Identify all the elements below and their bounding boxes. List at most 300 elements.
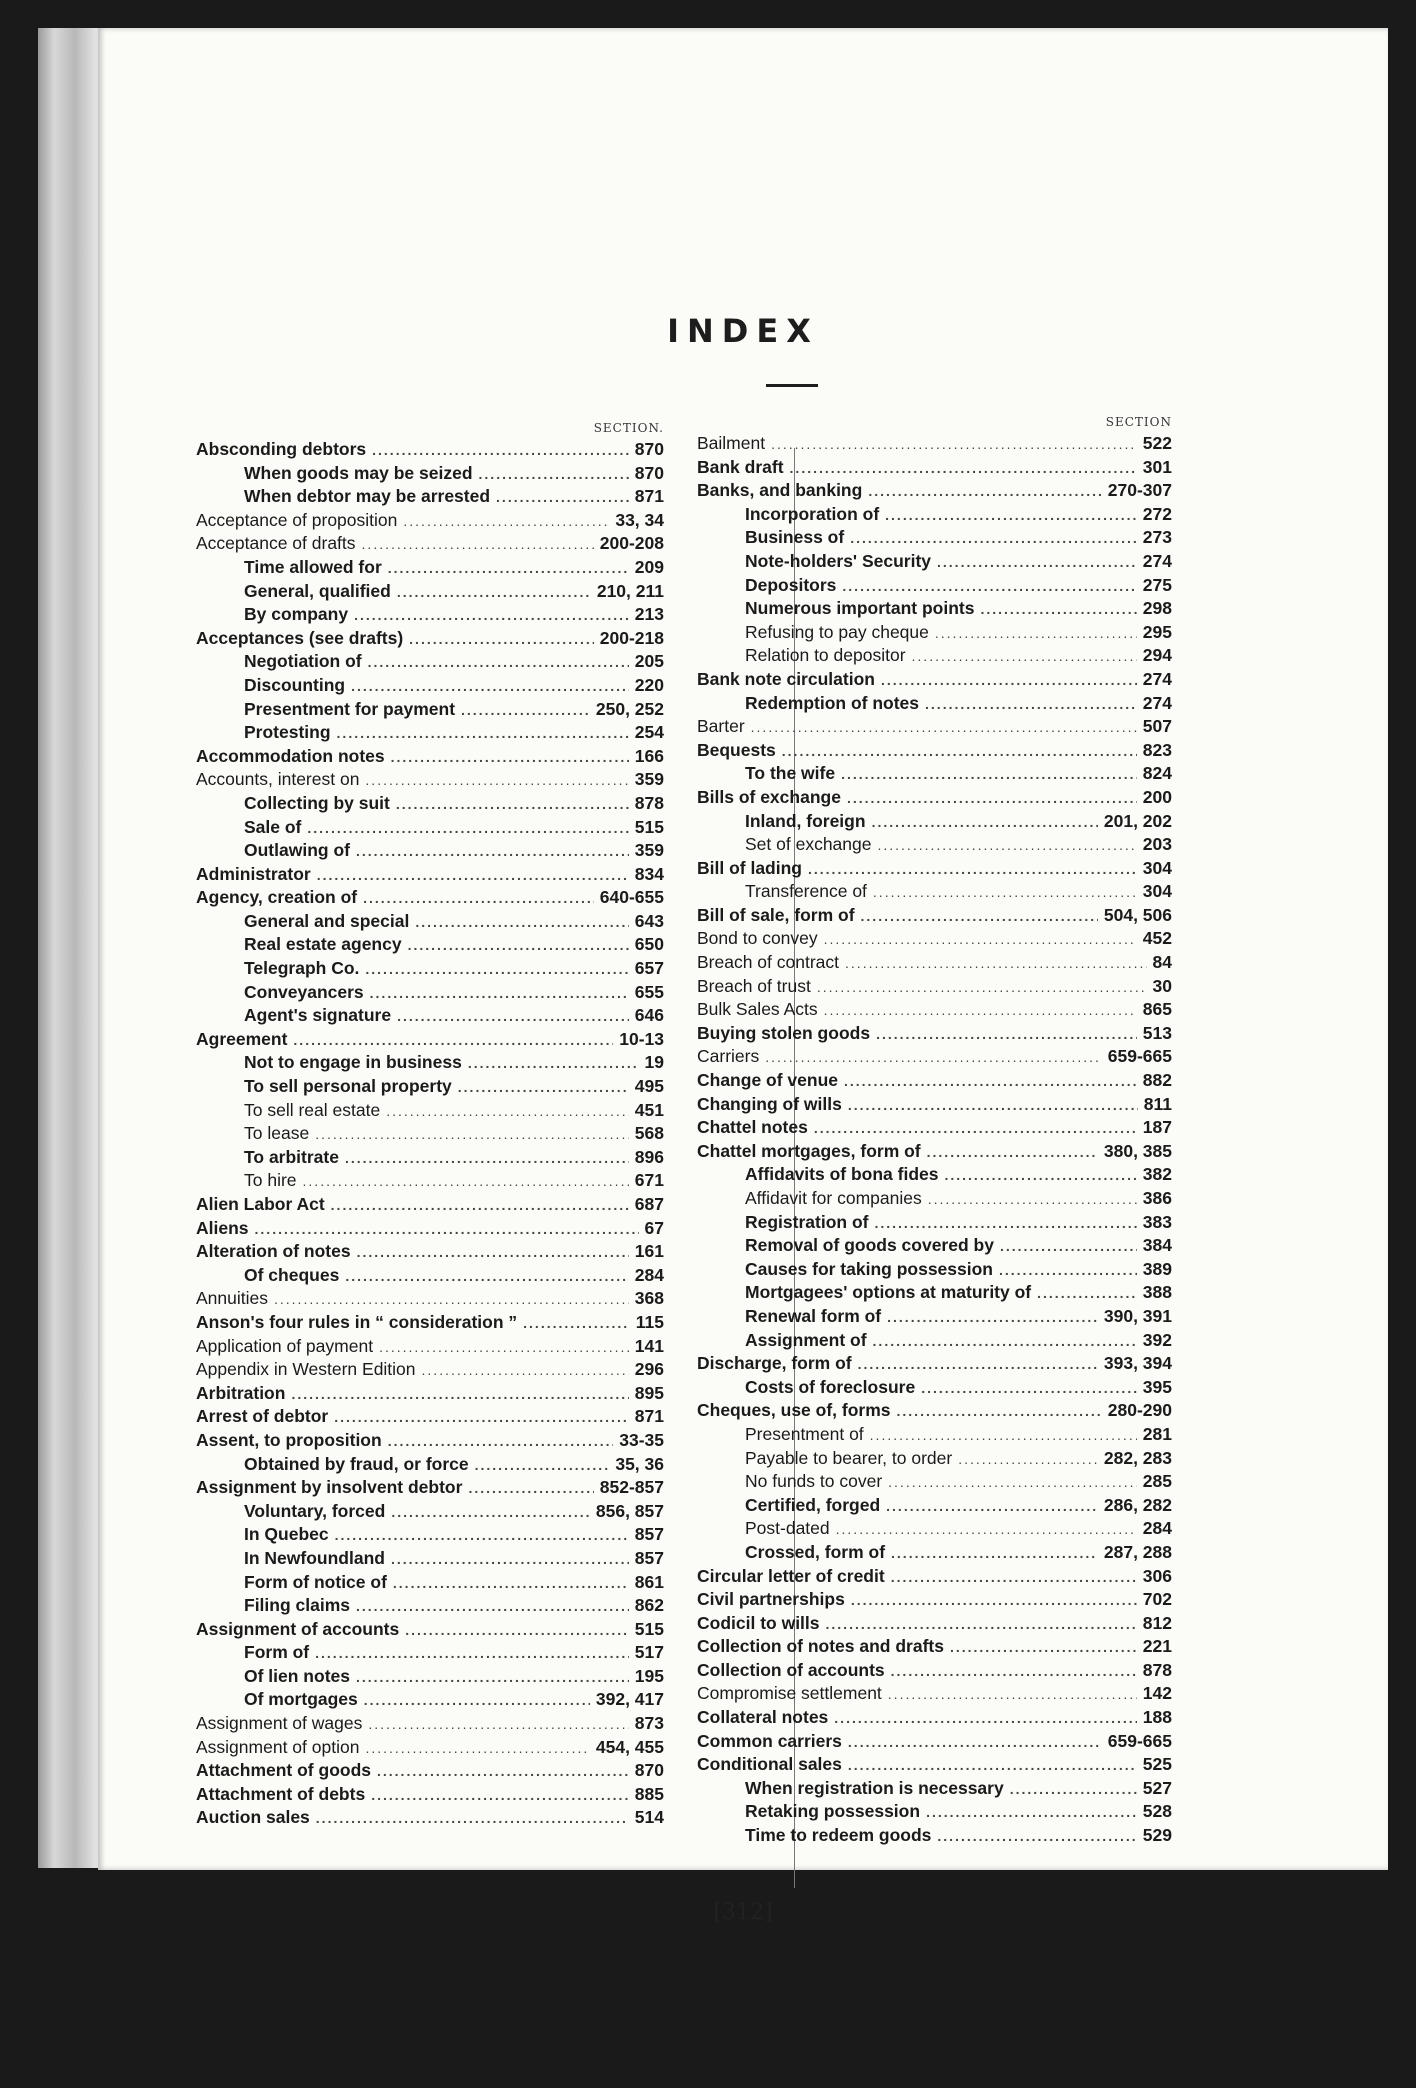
index-entry-section-ref: 878 [1142,1659,1172,1680]
index-entry-label: Payable to bearer, to order [745,1447,953,1468]
index-entry [697,810,1172,834]
index-entry [196,1335,664,1359]
index-entry-section-ref: 659-665 [1107,1046,1172,1067]
index-entry-section-ref: 368 [634,1288,664,1309]
index-entry [697,597,1172,621]
index-entry-label: Annuities [196,1288,268,1309]
index-entry [697,644,1172,668]
dot-leader [877,834,1136,858]
dot-leader [844,1070,1137,1094]
dot-leader [388,557,629,581]
dot-leader [888,1683,1137,1707]
index-entry-section-ref: 274 [1142,550,1172,571]
index-entry-section-ref: 528 [1142,1801,1172,1822]
index-entry-section-ref: 284 [634,1264,664,1285]
dot-leader [496,486,629,510]
index-entry-section-ref: 200-208 [599,533,664,554]
dot-leader [356,840,629,864]
dot-leader [765,1046,1102,1070]
dot-leader [255,1218,639,1242]
index-entry-label: General, qualified [244,580,391,601]
index-entry-section-ref: 295 [1142,621,1172,642]
index-entry-label: Of mortgages [244,1689,358,1710]
dot-leader [937,551,1137,575]
index-entry [697,1824,1172,1848]
dot-leader [824,928,1137,952]
dot-leader [926,1801,1137,1825]
dot-leader [876,1023,1137,1047]
index-entry-label: Agent's signature [244,1005,392,1026]
index-entry [697,1329,1172,1353]
index-entry-label: Causes for taking possession [745,1258,993,1279]
index-entry [697,786,1172,810]
index-entry [196,1382,664,1406]
index-entry-section-ref: 19 [644,1052,664,1073]
dot-leader [771,433,1137,457]
index-entry-label: Refusing to pay cheque [745,621,929,642]
index-entry [697,432,1172,456]
index-entry-label: Acceptance of proposition [196,509,398,530]
index-entry-section-ref: 200 [1142,786,1172,807]
dot-leader [808,858,1137,882]
index-entry-label: Outlawing of [244,840,350,861]
dot-leader [356,1666,629,1690]
index-entry-label: By company [244,604,349,625]
index-entry [196,1264,664,1288]
index-entry-label: Chattel mortgages, form of [697,1140,921,1161]
index-entry-section-ref: 650 [634,934,664,955]
dot-leader [897,1400,1102,1424]
index-entry [697,456,1172,480]
dot-leader [317,864,629,888]
dot-leader [886,1495,1098,1519]
index-entry [697,1682,1172,1706]
index-entry-section-ref: 824 [1142,763,1172,784]
index-entry [196,1311,664,1335]
index-entry-label: Accommodation notes [196,745,385,766]
index-entry [697,1140,1172,1164]
index-entry-label: Common carriers [697,1730,842,1751]
index-entry [196,485,664,509]
index-entry [697,1447,1172,1471]
index-entry-label: Collateral notes [697,1707,829,1728]
index-entry-label: No funds to cover [745,1471,883,1492]
index-entry [196,1405,664,1429]
index-entry [196,1665,664,1689]
index-entry [196,1547,664,1571]
index-entry-section-ref: 383 [1142,1211,1172,1232]
index-entry [697,1281,1172,1305]
title-rule [766,384,818,387]
index-entry [196,1759,664,1783]
index-entry [196,768,664,792]
index-entry [196,603,664,627]
index-entry-section-ref: 878 [634,792,664,813]
dot-leader [368,651,629,675]
dot-leader [356,1595,629,1619]
index-entry [697,1517,1172,1541]
index-entry-label: Bill of lading [697,857,802,878]
index-entry-label: Real estate agency [244,934,402,955]
index-entry-label: Bank note circulation [697,668,875,689]
index-entry-section-ref: 392, 417 [595,1689,664,1710]
dot-leader [935,622,1137,646]
index-entry [697,715,1172,739]
index-entry-label: Attachment of debts [196,1783,366,1804]
index-entry [697,975,1172,999]
index-entry-section-ref: 304 [1142,881,1172,902]
dot-leader [479,463,629,487]
index-entry-section-ref: 885 [634,1783,664,1804]
dot-leader [858,1353,1098,1377]
index-entry-label: Appendix in Western Edition [196,1359,416,1380]
index-entry-section-ref: 195 [634,1665,664,1686]
dot-leader [872,811,1098,835]
dot-leader [868,480,1101,504]
index-entry [697,1470,1172,1494]
index-entry-section-ref: 671 [634,1170,664,1191]
dot-leader [293,1029,613,1053]
index-entry-section-ref: 301 [1142,456,1172,477]
index-entry-label: Arbitration [196,1382,286,1403]
dot-leader [888,1471,1137,1495]
dot-leader [891,1566,1137,1590]
index-entry-section-ref: 304 [1142,857,1172,878]
dot-leader [391,1501,590,1525]
index-entry-section-ref: 517 [634,1642,664,1663]
dot-leader [316,1807,629,1831]
dot-leader [388,1430,614,1454]
index-entry-label: Of cheques [244,1264,340,1285]
dot-leader [836,1518,1137,1542]
dot-leader [873,881,1137,905]
index-entry [196,957,664,981]
dot-leader [475,1454,610,1478]
index-entry [196,1217,664,1241]
index-entry-section-ref: 220 [634,674,664,695]
index-entry-label: Numerous important points [745,598,975,619]
dot-leader [370,982,629,1006]
index-entry-label: Renewal form of [745,1305,882,1326]
dot-leader [891,1660,1137,1684]
index-entry [697,1541,1172,1565]
index-entry [697,1706,1172,1730]
dot-leader [927,1141,1098,1165]
index-entry-label: Inland, foreign [745,810,866,831]
index-entry [697,1093,1172,1117]
dot-leader [870,1424,1137,1448]
dot-leader [885,504,1137,528]
index-entry [697,880,1172,904]
index-entry-label: Discharge, form of [697,1353,852,1374]
index-entry-label: Affidavit for companies [745,1188,922,1208]
index-entry-label: Registration of [745,1211,869,1232]
index-entry-section-ref: 870 [634,462,664,483]
dot-leader [337,722,629,746]
index-entry-section-ref: 33-35 [619,1429,664,1450]
dot-leader [874,1212,1136,1236]
index-entry [196,816,664,840]
index-entry [196,1358,664,1382]
index-entry-label: Presentment of [745,1423,864,1444]
index-entry-section-ref: 285 [1142,1471,1172,1492]
index-entry-label: Breach of contract [697,952,840,973]
index-entry-section-ref: 272 [1142,503,1172,524]
index-entry [196,1783,664,1807]
index-entry-section-ref: 507 [1142,716,1172,737]
index-entry [196,839,664,863]
index-entry-label: Cheques, use of, forms [697,1400,891,1421]
index-entry-label: Acceptances (see drafts) [196,627,404,648]
index-entry-section-ref: 687 [634,1194,664,1214]
index-entry-label: Obtained by fraud, or force [244,1453,469,1474]
dot-leader [351,675,629,699]
dot-leader [363,887,594,911]
index-entry-section-ref: 504, 506 [1103,904,1172,925]
index-entry [697,762,1172,786]
index-entry-label: To sell real estate [244,1099,381,1120]
index-entry-label: Set of exchange [745,834,872,855]
index-entry [697,857,1172,881]
index-entry [196,650,664,674]
index-entry-label: Application of payment [196,1335,374,1356]
index-entry-section-ref: 67 [644,1217,664,1238]
index-entry-label: Barter [697,716,745,737]
index-entry-section-ref: 384 [1142,1235,1172,1256]
index-entry-label: Bequests [697,739,776,760]
index-entry-section-ref: 646 [634,1005,664,1026]
dot-leader [315,1123,629,1147]
dot-leader [415,911,628,935]
index-entry-section-ref: 296 [634,1359,664,1380]
index-entry-section-ref: 857 [634,1547,664,1568]
dot-leader [1000,1235,1137,1259]
index-entry [697,668,1172,692]
index-entry-label: Aliens [196,1217,249,1238]
index-entry [697,692,1172,716]
index-entry-section-ref: 896 [634,1146,664,1167]
index-entry [196,698,664,722]
index-entry-section-ref: 389 [1142,1258,1172,1279]
index-entry-section-ref: 188 [1142,1707,1172,1728]
dot-leader [365,769,628,793]
index-entry-label: Anson's four rules in “ consideration ” [196,1311,518,1332]
index-entry-section-ref: 273 [1142,527,1172,548]
index-entry [697,1045,1172,1069]
index-entry-label: Of lien notes [244,1665,350,1686]
index-entry-label: Redemption of notes [745,692,920,713]
index-entry [196,1193,664,1217]
index-entry [196,1688,664,1712]
index-entry-label: Note-holders' Security [745,550,932,571]
index-entry-section-ref: 452 [1142,928,1172,949]
index-entry-label: Protesting [244,722,331,743]
index-entry-label: Assignment by insolvent debtor [196,1477,463,1498]
dot-leader [362,533,594,557]
index-entry-label: Acceptance of drafts [196,533,356,554]
index-entry-label: Transference of [745,881,867,902]
index-entry-label: Arrest of debtor [196,1406,329,1427]
index-entry-section-ref: 495 [634,1076,664,1097]
dot-leader [881,669,1137,693]
index-entry [196,981,664,1005]
dot-leader [365,958,628,982]
index-entry-label: Auction sales [196,1807,310,1828]
index-entry-label: Collection of accounts [697,1659,885,1680]
index-entry-label: Telegraph Co. [244,958,360,979]
index-entry [196,721,664,745]
section-column-header: SECTION [1105,415,1172,429]
index-entry-label: Civil partnerships [697,1589,845,1610]
index-entry-section-ref: 250, 252 [595,698,664,719]
index-entry-label: Mortgagees' options at maturity of [745,1282,1032,1303]
index-entry-section-ref: 10-13 [619,1028,664,1049]
index-entry-section-ref: 862 [634,1595,664,1616]
dot-leader [824,999,1137,1023]
index-entry-section-ref: 388 [1142,1282,1172,1303]
index-entry-section-ref: 275 [1142,574,1172,595]
index-entry-label: Banks, and banking [697,480,863,501]
index-entry-label: Bailment [697,433,766,453]
index-entry-section-ref: 812 [1142,1612,1172,1633]
index-entry-section-ref: 254 [634,722,664,743]
index-entry [697,1069,1172,1093]
index-entry-section-ref: 298 [1142,598,1172,619]
index-entry-section-ref: 568 [634,1123,664,1144]
index-entry [697,1116,1172,1140]
index-entry [697,1588,1172,1612]
index-entry-section-ref: 395 [1142,1376,1172,1397]
dot-leader [873,1330,1137,1354]
index-entries-right [697,432,1172,1848]
index-entry-section-ref: 359 [634,840,664,861]
index-entry-section-ref: 386 [1142,1188,1172,1208]
index-entry [196,1453,664,1477]
dot-leader [334,1406,629,1430]
dot-leader [468,1052,639,1076]
dot-leader [887,1306,1098,1330]
index-entry-section-ref: 823 [1142,739,1172,760]
dot-leader [335,1524,629,1548]
dot-leader [379,1336,629,1360]
index-entry [196,1099,664,1123]
dot-leader [841,763,1137,787]
index-entry-section-ref: 640-655 [599,887,664,908]
dot-leader [303,1170,629,1194]
index-entry [697,550,1172,574]
index-entry-label: Agency, creation of [196,887,358,908]
index-entry [196,1736,664,1760]
index-entry-label: Alien Labor Act [196,1194,325,1214]
index-entry-section-ref: 525 [1142,1754,1172,1775]
dot-leader [461,699,590,723]
index-entry-section-ref: 284 [1142,1518,1172,1539]
index-entry-section-ref: 895 [634,1382,664,1403]
index-entry [196,1594,664,1618]
index-entry [196,1240,664,1264]
index-entry-section-ref: 454, 455 [595,1736,664,1757]
dot-leader [980,598,1136,622]
index-entry [697,739,1172,763]
dot-leader [377,1760,629,1784]
index-entry [697,574,1172,598]
index-entry-section-ref: 834 [634,863,664,884]
index-entry-section-ref: 871 [634,1406,664,1427]
index-entry [196,1146,664,1170]
index-entry [196,1287,664,1311]
index-entry-label: Not to engage in business [244,1052,462,1073]
dot-leader [847,787,1137,811]
index-entry-section-ref: 856, 857 [595,1500,664,1521]
dot-leader [345,1265,628,1289]
index-entry-label: Buying stolen goods [697,1022,871,1043]
index-entry [697,1800,1172,1824]
index-entry-section-ref: 702 [1142,1589,1172,1610]
index-entry-label: Circular letter of credit [697,1565,885,1586]
index-entry-section-ref: 187 [1142,1117,1172,1138]
dot-leader [1010,1778,1137,1802]
index-entry-section-ref: 287, 288 [1103,1541,1172,1562]
index-entry [196,1122,664,1146]
index-entry [196,1169,664,1193]
dot-leader [391,1548,629,1572]
index-entry-label: When goods may be seized [244,462,473,483]
index-entry-section-ref: 392 [1142,1329,1172,1350]
dot-leader [861,905,1098,929]
index-entry-label: Breach of trust [697,975,811,996]
dot-leader [782,740,1137,764]
index-entry-label: Carriers [697,1046,760,1067]
index-entry-section-ref: 141 [634,1335,664,1356]
index-entry-section-ref: 286, 282 [1103,1494,1172,1515]
index-entry-section-ref: 210, 211 [596,580,664,601]
index-entry [196,1051,664,1075]
section-column-header: SECTION. [593,421,664,435]
index-entry-label: Bond to convey [697,928,818,949]
index-entry [697,951,1172,975]
dot-leader [848,1094,1138,1118]
dot-leader [368,1713,628,1737]
dot-leader [331,1194,629,1218]
index-entry-label: Conveyancers [244,981,364,1002]
index-entry [196,863,664,887]
index-entry [697,1494,1172,1518]
dot-leader [848,1731,1102,1755]
index-entry [196,1641,664,1665]
index-entry-section-ref: 213 [634,604,664,625]
index-entry-label: Assignment of accounts [196,1618,400,1639]
index-entry-section-ref: 871 [634,486,664,507]
dot-leader [958,1448,1098,1472]
index-entry [697,1352,1172,1376]
dot-leader [397,1005,629,1029]
index-entry-section-ref: 281 [1142,1423,1172,1444]
index-entry [196,674,664,698]
index-entry [697,1565,1172,1589]
index-entry-label: Post-dated [745,1518,830,1539]
index-entry-label: Attachment of goods [196,1760,371,1781]
index-entry-section-ref: 209 [634,556,664,577]
index-entry [196,792,664,816]
index-entry-section-ref: 527 [1142,1777,1172,1798]
index-entry-section-ref: 870 [634,1760,664,1781]
index-entry-label: To hire [244,1170,297,1191]
index-entry [697,1730,1172,1754]
index-entry [697,1399,1172,1423]
index-entry-section-ref: 294 [1142,645,1172,666]
index-entry [697,1753,1172,1777]
index-entry-section-ref: 200-218 [599,627,664,648]
